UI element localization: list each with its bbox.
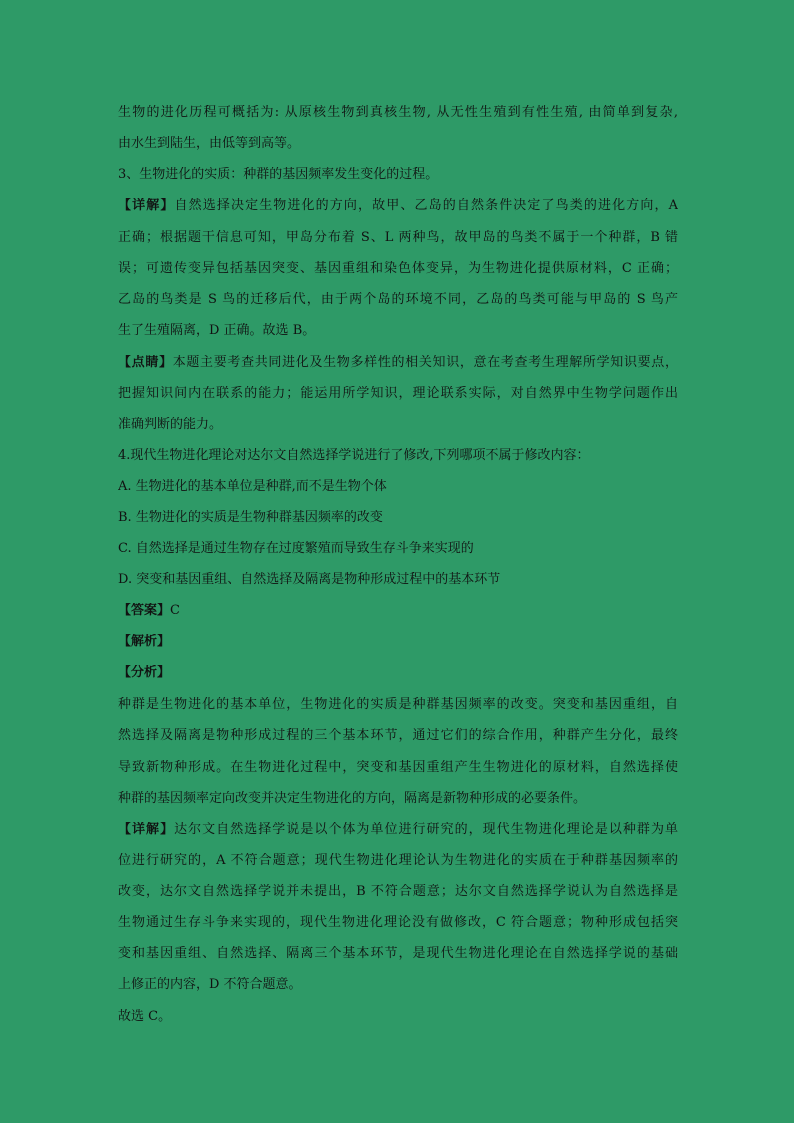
text-line: 导致新物种形成。在生物进化过程中，突变和基因重组产生生物进化的原材料，自然选择使 (118, 760, 678, 775)
detail-heading-line: 【详解】自然选择决定生物进化的方向，故甲、乙岛的自然条件决定了鸟类的进化方向，A (118, 198, 678, 213)
text-line: 位进行研究的，A 不符合题意；现代生物进化理论认为生物进化的实质在于种群基因频率的 (118, 853, 678, 868)
text-line: 生物通过生存斗争来实现的，现代生物进化理论没有做修改，C 符合题意；物种形成包括突 (118, 915, 678, 930)
text-line: 然选择及隔离是物种形成过程的三个基本环节，通过它们的综合作用，种群产生分化，最终 (118, 728, 678, 743)
detail-tag: 【详解】 (118, 198, 175, 213)
analysis-subheading: 【分析】 (118, 665, 171, 680)
text-line: 误；可遗传变异包括基因突变、基因重组和染色体变异，为生物进化提供原材料，C 正确； (118, 261, 678, 276)
comment-heading-line: 【点睛】本题主要考查共同进化及生物多样性的相关知识，意在考查考生理解所学知识要点， (118, 355, 678, 370)
text-line: 上修正的内容，D 不符合题意。 (118, 977, 302, 992)
option-a: A. 生物进化的基本单位是种群,而不是生物个体 (118, 479, 387, 494)
text-line: 准确判断的能力。 (118, 417, 223, 432)
detail-tag: 【详解】 (118, 822, 175, 837)
comment-tag: 【点睛】 (118, 355, 173, 370)
text-line: 3、生物进化的实质：种群的基因频率发生变化的过程。 (118, 167, 439, 182)
option-b: B. 生物进化的实质是生物种群基因频率的改变 (118, 510, 383, 525)
text-line: 生了生殖隔离，D 正确。故选 B。 (118, 323, 316, 338)
analysis-heading: 【解析】 (118, 634, 171, 649)
text-line: 把握知识间内在联系的能力；能运用所学知识，理论联系实际，对自然界中生物学问题作出 (118, 386, 678, 401)
conclusion-line: 故选 C。 (118, 1009, 172, 1024)
text-line: 变和基因重组、自然选择、隔离三个基本环节，是现代生物进化理论在自然选择学说的基础 (118, 946, 678, 961)
text-line: 生物的进化历程可概括为: 从原核生物到真核生物, 从无性生殖到有性生殖, 由简单到复杂, (118, 105, 678, 120)
text-line: 改变，达尔文自然选择学说并未提出，B 不符合题意；达尔文自然选择学说认为自然选择是 (118, 884, 678, 899)
answer-line: 【答案】C (118, 603, 180, 618)
question-stem: 4.现代生物进化理论对达尔文自然选择学说进行了修改,下列哪项不属于修改内容： (118, 448, 590, 463)
option-d: D. 突变和基因重组、自然选择及隔离是物种形成过程中的基本环节 (118, 572, 501, 587)
text-line: 乙岛的鸟类是 S 鸟的迁移后代，由于两个岛的环境不同，乙岛的鸟类可能与甲岛的 S 鸟产 (118, 292, 678, 307)
text-line: 由水生到陆生，由低等到高等。 (118, 136, 301, 151)
text-line: 种群的基因频率定向改变并决定生物进化的方向，隔离是新物种形成的必要条件。 (118, 791, 587, 806)
detail-heading-line: 【详解】达尔文自然选择学说是以个体为单位进行研究的，现代生物进化理论是以种群为单 (118, 822, 678, 837)
text-line: 正确；根据题干信息可知，甲岛分布着 S、L 两种鸟，故甲岛的鸟类不属于一个种群，B 错 (118, 230, 678, 245)
answer-tag: 【答案】 (118, 603, 171, 618)
option-c: C. 自然选择是通过生物存在过度繁殖而导致生存斗争来实现的 (118, 541, 474, 556)
text-line: 种群是生物进化的基本单位，生物进化的实质是种群基因频率的改变。突变和基因重组，自 (118, 697, 678, 712)
